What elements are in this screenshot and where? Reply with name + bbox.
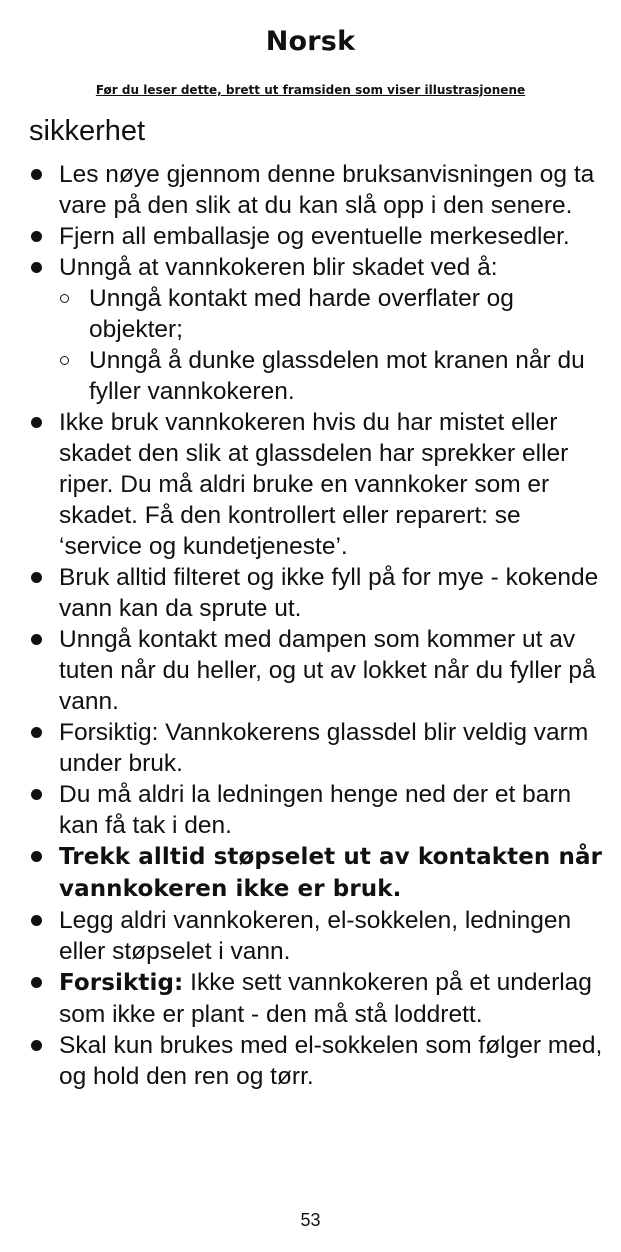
section-heading: sikkerhet <box>29 115 146 147</box>
page-title: Norsk <box>265 26 356 57</box>
list-item <box>29 967 604 1030</box>
sub-list <box>59 283 604 407</box>
list-item-text: Du må aldri la ledningen henge ned der et barn kan få tak i den. <box>59 781 572 839</box>
list-item <box>29 905 604 967</box>
warning-prefix: Forsiktig: <box>59 970 184 996</box>
list-item-text: Forsiktig: Vannkokerens glassdel blir veldig varm under bruk. <box>59 719 589 777</box>
list-item-bold-warning <box>29 841 604 905</box>
list-item <box>29 562 604 624</box>
list-item-text: Les nøye gjennom denne bruksanvisningen og ta vare på den slik at du kan slå opp i den senere. <box>59 161 595 219</box>
list-item-text: Bruk alltid filteret og ikke fyll på for mye - kokende vann kan da sprute ut. <box>59 564 599 622</box>
fold-out-notice: Før du leser dette, brett ut framsiden som viser illustrasjonene <box>95 83 526 97</box>
list-item <box>29 252 604 407</box>
list-item-text: Unngå kontakt med dampen som kommer ut av tuten når du heller, og ut av lokket når du fyller på vann. <box>59 626 596 715</box>
list-item <box>29 221 604 252</box>
list-item <box>29 779 604 841</box>
sub-list-item-text: Unngå kontakt med harde overflater og objekter; <box>89 285 514 343</box>
page-number: 53 <box>300 1210 321 1230</box>
list-item-text: Unngå at vannkokeren blir skadet ved å: <box>59 254 498 281</box>
list-item <box>29 159 604 221</box>
sub-list-item <box>59 283 604 345</box>
sub-list-item-text: Unngå å dunke glassdelen mot kranen når du fyller vannkokeren. <box>89 347 585 405</box>
list-item <box>29 717 604 779</box>
list-item <box>29 624 604 717</box>
list-item-text: Ikke sett vannkokeren på et underlag som ikke er plant - den må stå loddrett. <box>59 969 592 1028</box>
hollow-bullet-icon <box>59 345 89 376</box>
list-item-text: Skal kun brukes med el-sokkelen som følger med, og hold den ren og tørr. <box>59 1032 603 1090</box>
list-item-text: Legg aldri vannkokeren, el-sokkelen, ledningen eller støpselet i vann. <box>59 907 572 965</box>
list-item <box>29 1030 604 1092</box>
list-item <box>29 407 604 562</box>
list-item-text: Ikke bruk vannkokeren hvis du har mistet eller skadet den slik at glassdelen har sprekker eller riper. Du må aldri bruke en vannkoker som er skadet. Få den kontrollert eller reparert: se ‘service og kundetjeneste’. <box>59 409 569 560</box>
list-item-text: Fjern all emballasje og eventuelle merkesedler. <box>59 223 570 250</box>
hollow-bullet-icon <box>59 283 89 314</box>
sub-list-item <box>59 345 604 407</box>
bold-warning-text: Trekk alltid støpselet ut av kontakten når vannkokeren ikke er bruk. <box>59 844 603 902</box>
safety-list <box>29 159 604 1092</box>
